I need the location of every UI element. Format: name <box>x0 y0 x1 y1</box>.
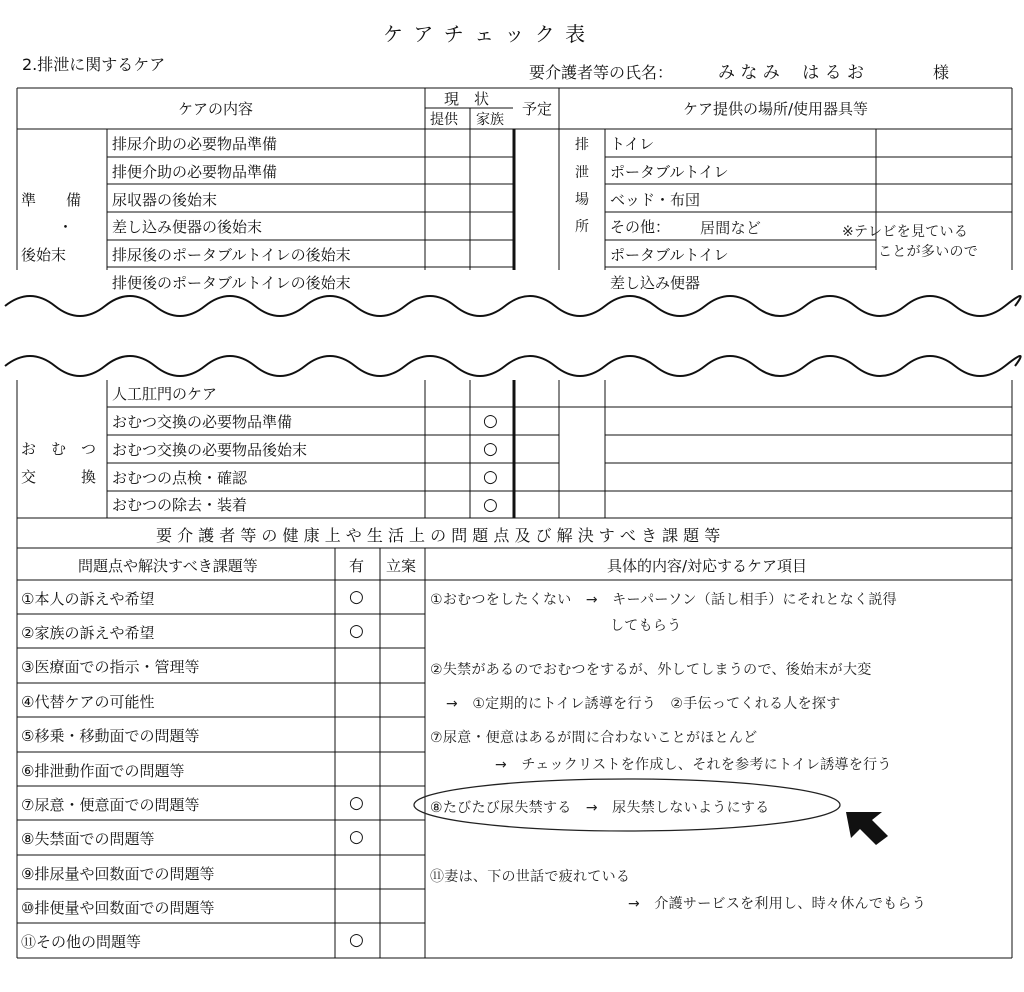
problem-has-mark: ○ <box>349 587 364 607</box>
break-wave-top <box>5 296 1021 316</box>
section-heading: 2.排泄に関するケア <box>22 55 166 74</box>
prep-item: 尿収器の後始末 <box>112 191 218 209</box>
place-item: 差し込み便器 <box>610 274 701 292</box>
problems-title: 要 介 護 者 等 の 健 康 上 や 生 活 上 の 問 題 点 及 び 解 決 す べ き 課 題 等 <box>156 526 721 545</box>
place-item: ポータブルトイレ <box>610 246 729 264</box>
client-name: み な み は る お <box>718 63 865 83</box>
group-prep-line3: 後始末 <box>21 246 67 264</box>
diaper-item: おむつ交換の必要物品後始末 <box>112 441 308 459</box>
problem-header-detail: 具体的内容/対応するケア項目 <box>607 557 808 575</box>
problem-label: ⑥排泄動作面での問題等 <box>21 762 185 780</box>
problem-has-mark: ○ <box>349 930 364 950</box>
place-group-char: 泄 <box>575 165 589 181</box>
place-item: その他： <box>610 218 671 236</box>
place-group-char: 排 <box>575 137 589 153</box>
note-line: → チェックリストを作成し、それを参考にトイレ誘導を行う <box>495 757 892 773</box>
prep-item: 排尿後のポータブルトイレの後始末 <box>112 246 351 264</box>
group-diaper-line2: 交 換 <box>21 468 97 486</box>
place-note-line2: ことが多いので <box>878 244 979 260</box>
note-line: → ①定期的にトイレ誘導を行う ②手伝ってくれる人を探す <box>446 696 841 712</box>
header-care-content: ケアの内容 <box>178 100 254 118</box>
note-line: → 介護サービスを利用し、時々休んでもらう <box>628 896 927 912</box>
header-place: ケア提供の場所/使用器具等 <box>683 100 869 118</box>
group-diaper-line1: お む つ <box>21 440 97 458</box>
problem-has-mark: ○ <box>349 827 364 847</box>
note-line: ⑧たびたび尿失禁する → 尿失禁しないようにする <box>430 800 770 816</box>
note-line: してもらう <box>610 618 682 634</box>
header-family: 家族 <box>476 112 504 128</box>
problem-label: ③医療面での指示・管理等 <box>21 658 200 676</box>
place-group-char: 所 <box>575 219 589 235</box>
diaper-item: 人工肛門のケア <box>112 385 218 403</box>
note-line: ①おむつをしたくない → キーパーソン（話し相手）にそれとなく説得 <box>430 592 897 608</box>
client-suffix: 様 <box>933 63 950 82</box>
prep-item: 排尿介助の必要物品準備 <box>112 135 278 153</box>
family-check-mark: ○ <box>483 495 498 515</box>
problem-label: ①本人の訴えや希望 <box>21 590 155 608</box>
problem-header-has: 有 <box>349 557 365 575</box>
prep-item: 差し込み便器の後始末 <box>112 218 263 236</box>
place-note-line1: ※テレビを見ている <box>842 224 969 240</box>
problem-label: ⑤移乗・移動面での問題等 <box>21 727 200 745</box>
diaper-item: おむつの点検・確認 <box>112 469 248 487</box>
problem-label: ⑩排便量や回数面での問題等 <box>21 899 215 917</box>
family-check-mark: ○ <box>483 467 498 487</box>
diaper-item: おむつの除去・装着 <box>112 496 248 514</box>
group-prep-line1: 準 備 <box>21 191 82 209</box>
problem-has-mark: ○ <box>349 793 364 813</box>
note-line: ②失禁があるのでおむつをするが、外してしまうので、後始末が大変 <box>430 662 872 678</box>
header-plan: 予定 <box>522 100 553 118</box>
header-status: 現 状 <box>444 90 490 108</box>
place-item: トイレ <box>610 135 655 153</box>
prep-item: 排便後のポータブルトイレの後始末 <box>112 274 351 292</box>
pointer-arrow-icon <box>846 812 888 845</box>
header-provide: 提供 <box>430 112 458 128</box>
problem-label: ②家族の訴えや希望 <box>21 624 155 642</box>
family-check-mark: ○ <box>483 411 498 431</box>
diaper-item: おむつ交換の必要物品準備 <box>112 413 293 431</box>
problem-label: ⑦尿意・便意面での問題等 <box>21 796 200 814</box>
problem-label: ④代替ケアの可能性 <box>21 693 155 711</box>
group-prep-line2: ・ <box>58 218 74 236</box>
problem-label: ⑨排尿量や回数面での問題等 <box>21 865 215 883</box>
note-line: ⑪妻は、下の世話で疲れている <box>430 869 631 885</box>
problem-header-issue: 問題点や解決すべき課題等 <box>78 557 258 575</box>
problem-header-plan: 立案 <box>386 557 417 575</box>
place-other-value: 居間など <box>700 219 762 237</box>
prep-item: 排便介助の必要物品準備 <box>112 163 278 181</box>
place-group-char: 場 <box>575 192 589 208</box>
place-item: ベッド・布団 <box>610 191 701 209</box>
problem-label: ⑧失禁面での問題等 <box>21 830 155 848</box>
family-check-mark: ○ <box>483 439 498 459</box>
break-wave-bottom <box>5 356 1021 376</box>
note-line: ⑦尿意・便意はあるが間に合わないことがほとんど <box>430 730 758 746</box>
place-item: ポータブルトイレ <box>610 163 729 181</box>
problem-label: ⑪その他の問題等 <box>21 933 142 951</box>
page-title: ケ ア チ ェ ッ ク 表 <box>383 22 588 46</box>
client-label: 要介護者等の氏名： <box>529 63 674 82</box>
problem-has-mark: ○ <box>349 621 364 641</box>
